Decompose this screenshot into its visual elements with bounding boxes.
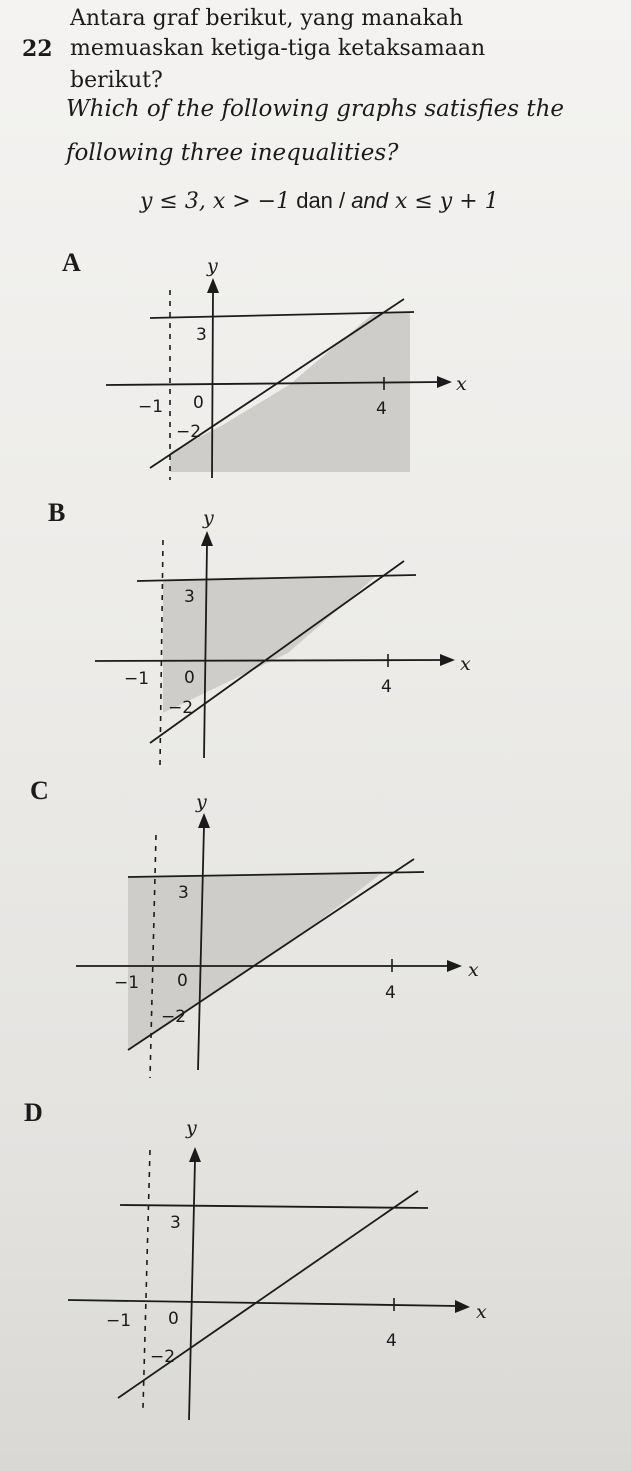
inequality-part-2: x ≤ y + 1 (387, 189, 499, 214)
option-c-label-0: 0 (177, 971, 188, 991)
option-a-label[interactable]: A (62, 248, 81, 277)
inequality-part-1: y ≤ 3, x > −1 (140, 189, 291, 214)
option-d-label-0: 0 (168, 1309, 179, 1329)
option-c-label-3: 3 (178, 883, 189, 903)
option-d-x-axis (68, 1300, 458, 1306)
option-d-label-y-axis: y (186, 1117, 197, 1139)
inequality-connector-en: and (351, 188, 388, 213)
option-d-dashed-line-x-minus-1 (143, 1150, 150, 1408)
option-c-label-4: 4 (385, 983, 396, 1003)
question-text-malay-line-1: Antara graf berikut, yang manakah (70, 6, 464, 31)
option-c-label-minus-1: −1 (114, 973, 140, 993)
inequality-connector: dan / (290, 188, 352, 213)
option-a-label-y-axis: y (207, 255, 218, 277)
option-d-y-axis-arrow (189, 1147, 201, 1162)
option-a-label-4: 4 (376, 399, 387, 419)
option-b-label[interactable]: B (48, 498, 66, 527)
option-a-label-minus-1: −1 (138, 397, 164, 417)
option-a-label-x-axis: x (456, 373, 467, 395)
option-c-label-y-axis: y (196, 791, 207, 813)
option-c-label-minus-2: −2 (161, 1007, 187, 1027)
option-c-label-x-axis: x (468, 959, 479, 981)
option-b-label-3: 3 (184, 587, 195, 607)
option-d-x-axis-arrow (455, 1300, 470, 1313)
question-text-english-line-1: Which of the following graphs satisfies the (66, 96, 565, 122)
option-a-label-3: 3 (196, 325, 207, 345)
question-text-malay-line-3: berikut? (70, 68, 163, 93)
option-c-label[interactable]: C (30, 776, 49, 805)
option-d-label-minus-2: −2 (150, 1347, 176, 1367)
option-d-label-x-axis: x (476, 1301, 487, 1323)
option-b-label-4: 4 (381, 677, 392, 697)
option-a-label-minus-2: −2 (176, 422, 202, 442)
option-b-label-y-axis: y (203, 507, 214, 529)
option-d-label-3: 3 (170, 1213, 181, 1233)
question-number: 22 (22, 36, 53, 62)
option-d-line-y-3 (120, 1205, 428, 1208)
option-a-label-0: 0 (193, 393, 204, 413)
option-b-label-x-axis: x (460, 653, 471, 675)
option-d-label-4: 4 (386, 1331, 397, 1351)
option-b-label-minus-1: −1 (124, 669, 150, 689)
option-d-y-axis (189, 1160, 195, 1420)
question-text-english-line-2: following three inequalities? (66, 140, 399, 166)
option-b-label-minus-2: −2 (168, 698, 194, 718)
option-d-label[interactable]: D (24, 1098, 43, 1127)
option-b-label-0: 0 (184, 668, 195, 688)
option-d-label-minus-1: −1 (106, 1311, 132, 1331)
question-text-malay-line-2: memuaskan ketiga-tiga ketaksamaan (70, 36, 486, 61)
